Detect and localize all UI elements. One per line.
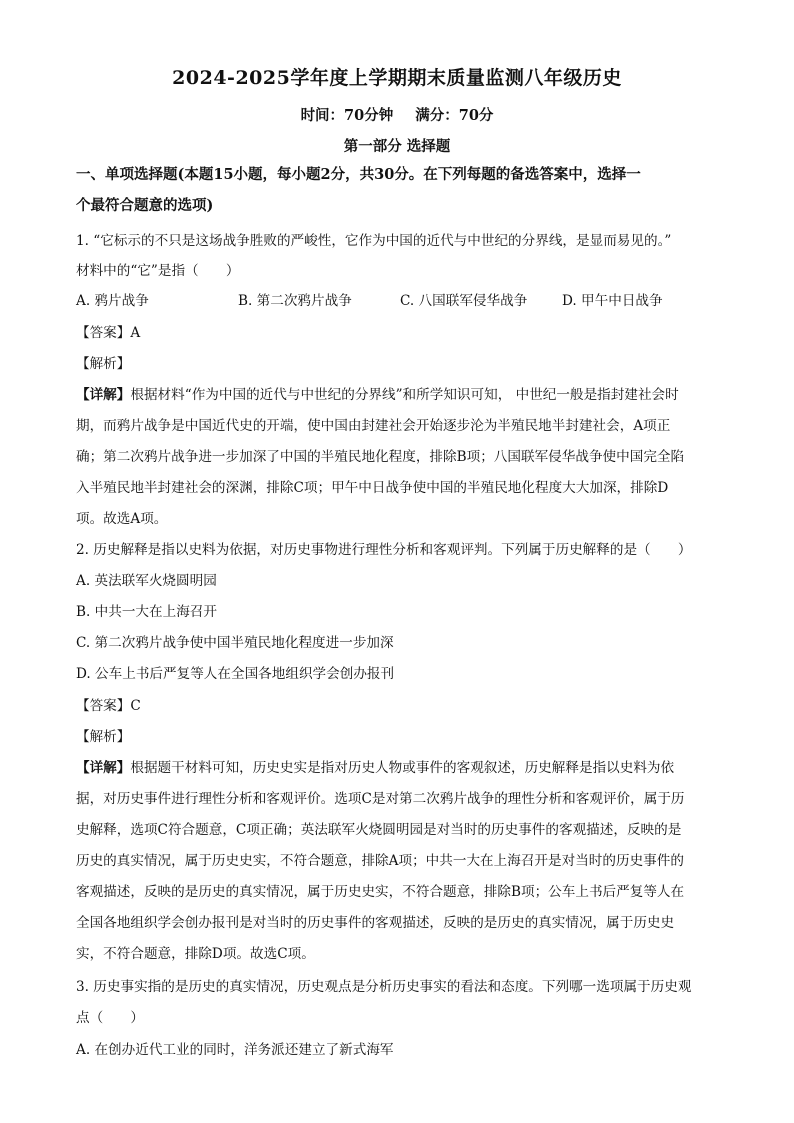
q2-option-b: B. 中共一大在上海召开 <box>76 604 217 620</box>
exam-score: 满分：70分 <box>415 107 494 124</box>
q1-option-a: A. 鸦片战争 <box>76 293 149 309</box>
q1-stem-line1: 1. “它标示的不只是这场战争胜败的严峻性，它作为中国的近代与中世纪的分界线，是显而易见的。” <box>76 233 672 249</box>
q1-detail-text1: 根据材料“作为中国的近代与中世纪的分界线”和所学知识可知， 中世纪一般是指封建社会时 <box>130 387 679 403</box>
q1-options <box>76 292 716 310</box>
q2-option-d: D. 公车上书后严复等人在全国各地组织学会创办报刊 <box>76 666 395 682</box>
q1-detail-line2: 期，而鸦片战争是中国近代史的开端，使中国由封建社会开始逐步沦为半殖民地半封建社会，A项正 <box>76 418 671 434</box>
q2-stem-line1: 2. 历史解释是指以史料为依据，对历史事物进行理性分析和客观评判。下列属于历史解释的是（ ） <box>76 542 692 558</box>
exam-time: 时间：70分钟 <box>300 107 394 124</box>
q2-detail-line1 <box>76 759 674 777</box>
q2-answer: 【答案】C <box>76 698 141 714</box>
q1-detail-line4: 入半殖民地半封建社会的深渊，排除C项；甲午中日战争使中国的半殖民地化程度大大加深，排除D <box>76 480 669 496</box>
q3-stem-line2: 点（ ） <box>76 1010 144 1026</box>
exam-title: 2024-2025学年度上学期期末质量监测八年级历史 <box>172 67 622 89</box>
q3-option-a: A. 在创办近代工业的同时，洋务派还建立了新式海军 <box>76 1042 394 1058</box>
q1-analysis-label: 【解析】 <box>76 356 131 372</box>
section-heading-line2: 个最符合题意的选项) <box>76 197 214 214</box>
q1-detail-line1 <box>76 386 679 404</box>
q1-option-c: C. 八国联军侵华战争 <box>400 293 528 309</box>
q1-detail-line3: 确；第二次鸦片战争进一步加深了中国的半殖民地化程度，排除B项；八国联军侵华战争使中国完全陷 <box>76 449 685 465</box>
exam-info <box>0 104 794 125</box>
q2-detail-line5: 客观描述，反映的是历史的真实情况，属于历史史实，不符合题意，排除B项；公车上书后严复等人在 <box>76 884 685 900</box>
q1-option-d: D. 甲午中日战争 <box>562 293 663 309</box>
q1-answer: 【答案】A <box>76 325 141 341</box>
q3-stem-line1: 3. 历史事实指的是历史的真实情况，历史观点是分析历史事实的看法和态度。下列哪一选项属于历史观 <box>76 979 692 995</box>
q2-detail-text1: 根据题干材料可知，历史史实是指对历史人物或事件的客观叙述，历史解释是指以史料为依 <box>130 760 675 776</box>
q1-option-b: B. 第二次鸦片战争 <box>238 293 352 309</box>
q2-option-a: A. 英法联军火烧圆明园 <box>76 573 217 589</box>
q2-detail-line3: 史解释，选项C符合题意，C项正确；英法联军火烧圆明园是对当时的历史事件的客观描述，反映的是 <box>76 822 682 838</box>
q2-detail-line4: 历史的真实情况，属于历史史实，不符合题意，排除A项；中共一大在上海召开是对当时的历史事件的 <box>76 853 684 869</box>
q1-stem-line2: 材料中的“它”是指（ ） <box>76 263 240 279</box>
q2-detail-line7: 实，不符合题意，排除D项。故选C项。 <box>76 946 315 962</box>
q2-option-c: C. 第二次鸦片战争使中国半殖民地化程度进一步加深 <box>76 635 394 651</box>
q2-detail-label: 【详解】 <box>76 760 131 776</box>
q1-detail-label: 【详解】 <box>76 387 131 403</box>
part-title: 第一部分 选择题 <box>343 138 451 155</box>
q1-detail-line5: 项。故选A项。 <box>76 511 168 527</box>
section-heading-line1: 一、单项选择题(本题15小题，每小题2分，共30分。在下列每题的备选答案中，选择一 <box>76 166 641 183</box>
q2-detail-line6: 全国各地组织学会创办报刊是对当时的历史事件的客观描述，反映的是历史的真实情况，属于历史史 <box>76 915 675 931</box>
q2-analysis-label: 【解析】 <box>76 729 131 745</box>
q2-detail-line2: 据，对历史事件进行理性分析和客观评价。选项C是对第二次鸦片战争的理性分析和客观评价，属于历 <box>76 791 685 807</box>
